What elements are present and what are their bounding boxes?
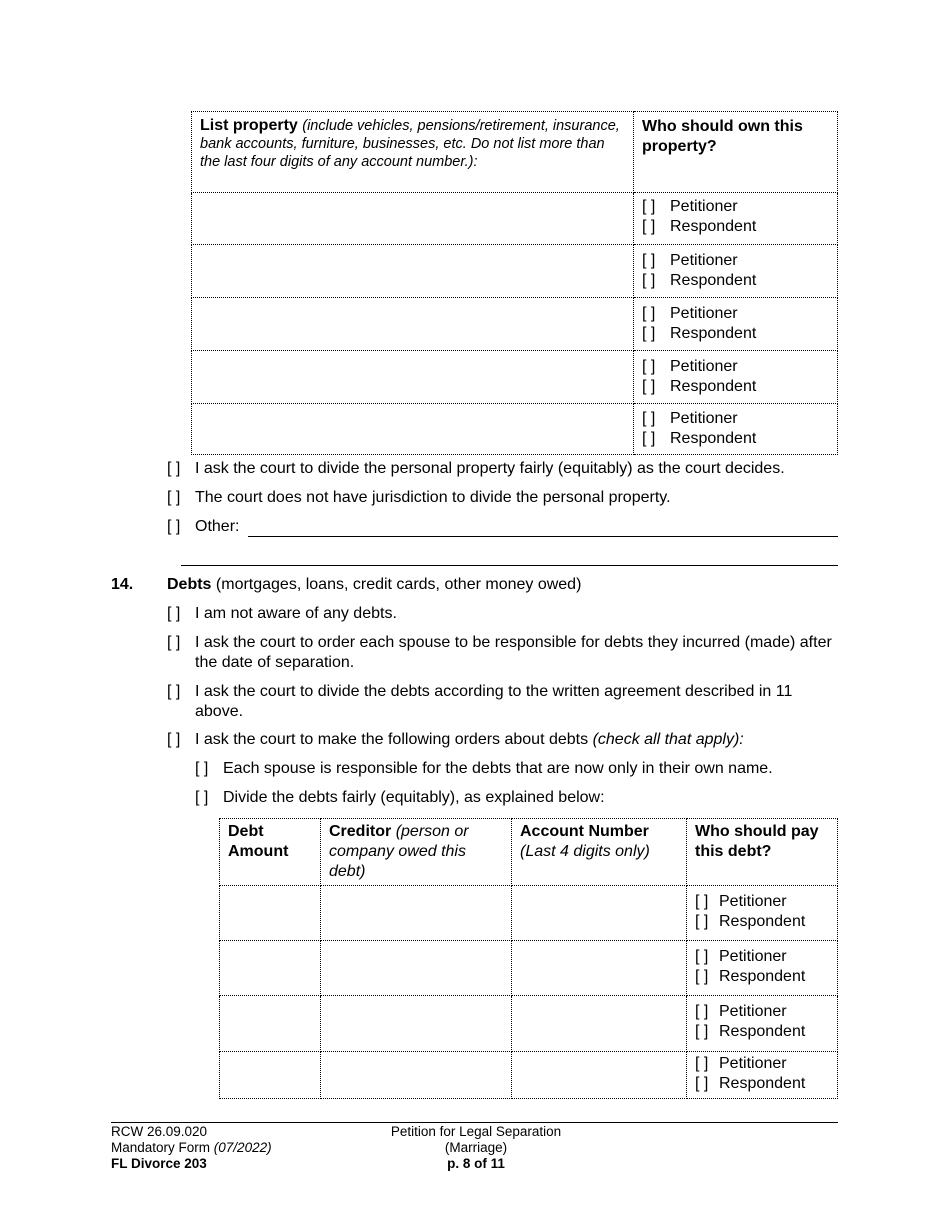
footer-form-id: FL Divorce 203: [111, 1156, 207, 1171]
owner-cell: [634, 193, 838, 245]
owner-header-cell: [634, 112, 838, 193]
petitioner-checkbox[interactable]: [ ] Petitioner: [695, 1055, 787, 1072]
respondent-checkbox[interactable]: [ ] Respondent: [642, 325, 757, 342]
petitioner-checkbox[interactable]: [ ] Petitioner: [642, 305, 738, 322]
other-input-line-2[interactable]: [181, 565, 838, 566]
debt-amount-cell[interactable]: [220, 941, 321, 996]
own-name-debts-option[interactable]: [ ] Each spouse is responsible for the debts that are now only in their own name.: [195, 760, 773, 777]
debt-orders-option[interactable]: [ ] I ask the court to make the following orders about debts (check all that apply):: [167, 731, 744, 748]
petitioner-checkbox[interactable]: [ ] Petitioner: [642, 198, 738, 215]
payer-cell: [687, 1052, 838, 1099]
property-header-note: (include vehicles, pensions/retirement, insurance, bank accounts, furniture, businesses, etc. Do not list more than the last four digits of any account number.):: [200, 118, 620, 170]
debts-heading: [167, 575, 581, 595]
creditor-cell[interactable]: [321, 1052, 512, 1099]
footer-mandatory-form: Mandatory Form (07/2022): [111, 1140, 272, 1155]
payer-cell: [687, 941, 838, 996]
petitioner-checkbox[interactable]: [ ] Petitioner: [695, 1003, 787, 1020]
footer-left: [111, 1124, 272, 1172]
owner-cell: [634, 351, 838, 404]
account-number-cell[interactable]: [512, 996, 687, 1052]
respondent-checkbox[interactable]: [ ] Respondent: [642, 430, 757, 447]
creditor-cell[interactable]: [321, 941, 512, 996]
respondent-checkbox[interactable]: [ ] Respondent: [642, 218, 757, 235]
respondent-checkbox[interactable]: [ ] Respondent: [695, 968, 806, 985]
divide-debts-fairly-option[interactable]: [ ] Divide the debts fairly (equitably), as explained below:: [195, 789, 605, 806]
divide-property-fairly-option[interactable]: [ ] I ask the court to divide the personal property fairly (equitably) as the court decides.: [167, 460, 785, 477]
creditor-cell[interactable]: [321, 996, 512, 1052]
section-number: 14.: [111, 576, 134, 593]
property-table: [191, 111, 838, 455]
footer-rcw: RCW 26.09.020: [111, 1124, 208, 1139]
property-cell[interactable]: [192, 404, 634, 455]
respondent-checkbox[interactable]: [ ] Respondent: [695, 1023, 806, 1040]
respondent-checkbox[interactable]: [ ] Respondent: [695, 913, 806, 930]
property-cell[interactable]: [192, 298, 634, 351]
debt-amount-cell[interactable]: [220, 1052, 321, 1099]
footer-page-number: p. 8 of 11: [447, 1156, 505, 1171]
property-header-cell: [192, 112, 634, 193]
payer-cell: [687, 996, 838, 1052]
respondent-checkbox[interactable]: [ ] Respondent: [695, 1075, 806, 1092]
petitioner-checkbox[interactable]: [ ] Petitioner: [642, 252, 738, 269]
petitioner-checkbox[interactable]: [ ] Petitioner: [695, 948, 787, 965]
debt-amount-cell[interactable]: [220, 886, 321, 941]
property-cell[interactable]: [192, 351, 634, 404]
debts-title: Debts: [167, 576, 212, 593]
owner-header: Who should own this property?: [642, 118, 803, 155]
payer-cell: [687, 886, 838, 941]
divide-per-agreement-option[interactable]: [ ] I ask the court to divide the debts according to the written agreement described in 11 above.: [167, 683, 793, 720]
other-input-line[interactable]: [248, 536, 838, 537]
owner-cell: [634, 298, 838, 351]
debt-amount-header: Debt Amount: [220, 819, 321, 886]
property-cell[interactable]: [192, 245, 634, 298]
account-number-cell[interactable]: [512, 941, 687, 996]
debt-amount-cell[interactable]: [220, 996, 321, 1052]
respondent-checkbox[interactable]: [ ] Respondent: [642, 272, 757, 289]
petitioner-checkbox[interactable]: [ ] Petitioner: [695, 893, 787, 910]
not-aware-of-debts-option[interactable]: [ ] I am not aware of any debts.: [167, 605, 397, 622]
creditor-header: Creditor (person or company owed this debt): [321, 819, 512, 886]
other-option[interactable]: [ ] Other:: [167, 518, 240, 535]
account-number-cell[interactable]: [512, 886, 687, 941]
respondent-checkbox[interactable]: [ ] Respondent: [642, 378, 757, 395]
petitioner-checkbox[interactable]: [ ] Petitioner: [642, 410, 738, 427]
petitioner-checkbox[interactable]: [ ] Petitioner: [642, 358, 738, 375]
footer-doc-subtitle: (Marriage): [444, 1140, 508, 1155]
footer-rule: [111, 1122, 838, 1123]
debts-title-note: (mortgages, loans, credit cards, other money owed): [215, 576, 582, 593]
payer-header: Who should pay this debt?: [687, 819, 838, 886]
owner-cell: [634, 245, 838, 298]
creditor-cell[interactable]: [321, 886, 512, 941]
footer-doc-title: Petition for Legal Separation: [390, 1124, 562, 1139]
no-jurisdiction-option[interactable]: [ ] The court does not have jurisdiction to divide the personal property.: [167, 489, 671, 506]
footer-center: [376, 1124, 576, 1172]
each-spouse-responsible-option[interactable]: [ ] I ask the court to order each spouse to be responsible for debts they incurred (made) after the date of separation.: [167, 634, 832, 671]
account-number-header: Account Number (Last 4 digits only): [512, 819, 687, 886]
debt-table: [219, 818, 838, 1099]
account-number-cell[interactable]: [512, 1052, 687, 1099]
property-header-label: List property: [200, 117, 298, 134]
owner-cell: [634, 404, 838, 455]
property-cell[interactable]: [192, 193, 634, 245]
